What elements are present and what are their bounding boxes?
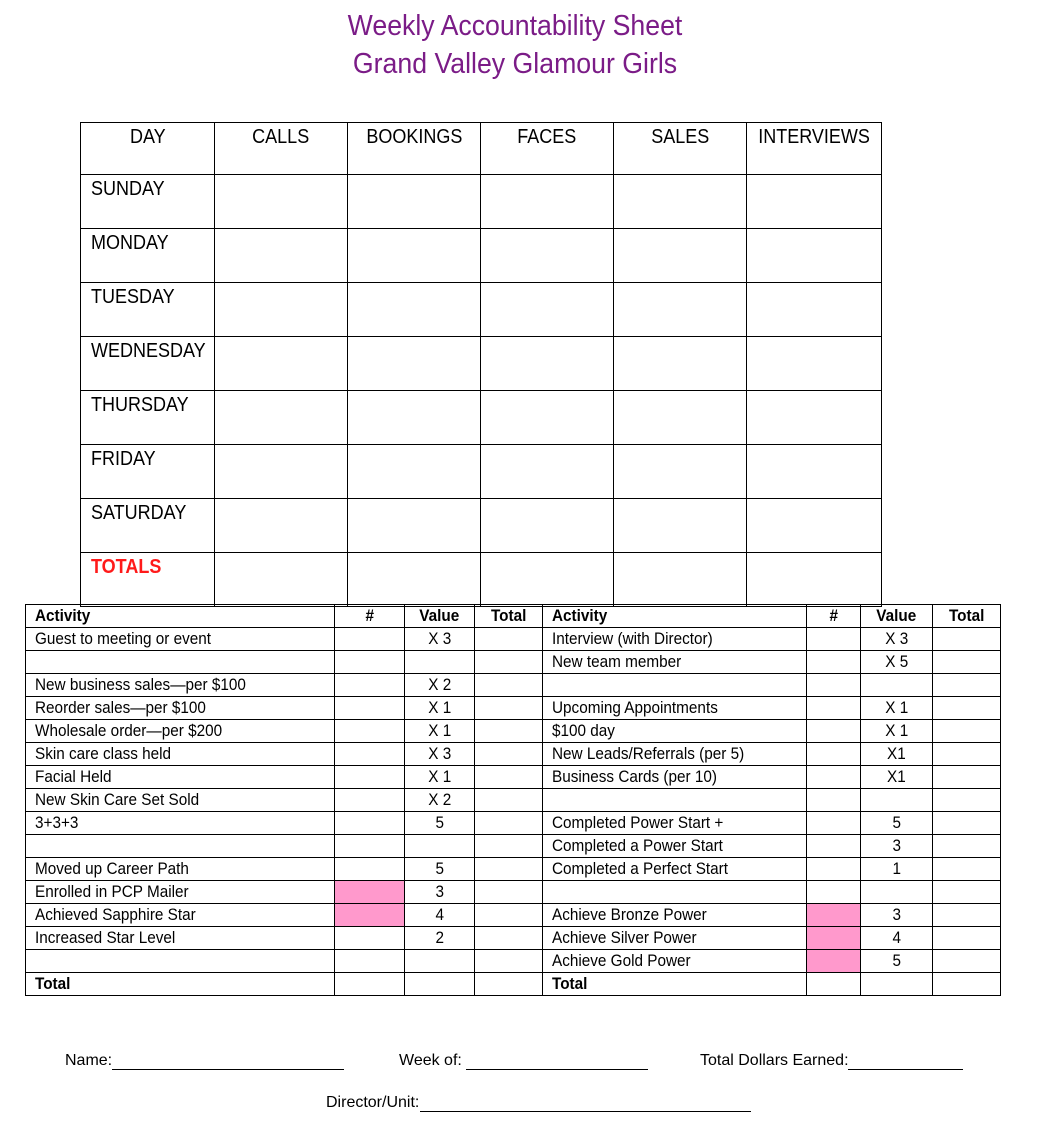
count-cell-right[interactable] <box>807 904 861 927</box>
count-cell-right[interactable] <box>807 628 861 651</box>
total-cell-right[interactable] <box>933 743 1001 766</box>
interviews-cell[interactable] <box>747 283 882 337</box>
activity-row <box>26 950 1001 973</box>
count-cell[interactable] <box>335 881 405 904</box>
faces-cell[interactable] <box>481 553 614 607</box>
count-cell-right[interactable] <box>807 720 861 743</box>
day-row <box>81 445 882 499</box>
sales-cell[interactable] <box>614 175 747 229</box>
interviews-cell[interactable] <box>747 229 882 283</box>
activity-name-right: New team member <box>543 651 807 674</box>
count-cell-right[interactable] <box>807 858 861 881</box>
activity-name-right: Achieve Bronze Power <box>543 904 807 927</box>
value-header-right: Value <box>861 605 933 628</box>
activity-row <box>26 766 1001 789</box>
activity-row <box>26 812 1001 835</box>
activity-name-right: Completed a Power Start <box>543 835 807 858</box>
total-cell[interactable] <box>475 881 543 904</box>
calls-cell[interactable] <box>215 229 348 283</box>
count-header-right: # <box>807 605 861 628</box>
count-cell-right[interactable] <box>807 789 861 812</box>
value-multiplier: 3 <box>405 881 475 904</box>
value-multiplier-right: 5 <box>861 812 933 835</box>
sales-cell[interactable] <box>614 499 747 553</box>
calls-cell[interactable] <box>215 175 348 229</box>
total-cell[interactable] <box>475 697 543 720</box>
value-multiplier-right: 4 <box>861 927 933 950</box>
activity-row <box>26 674 1001 697</box>
activity-name-right: Completed Power Start + <box>543 812 807 835</box>
activity-name: Facial Held <box>26 766 335 789</box>
total-dollars-field[interactable] <box>848 1069 963 1070</box>
activity-name-right: $100 day <box>543 720 807 743</box>
total-cell[interactable] <box>475 789 543 812</box>
sales-cell[interactable] <box>614 391 747 445</box>
weekly-tracking-table <box>80 122 882 607</box>
sales-cell[interactable] <box>614 229 747 283</box>
activity-header-row <box>26 605 1001 628</box>
value-multiplier: 2 <box>405 927 475 950</box>
value-multiplier-right: X 3 <box>861 628 933 651</box>
value-multiplier <box>405 835 475 858</box>
interviews-cell[interactable] <box>747 391 882 445</box>
value-multiplier: X 1 <box>405 720 475 743</box>
interviews-cell[interactable] <box>747 337 882 391</box>
interviews-cell[interactable] <box>747 553 882 607</box>
name-field[interactable] <box>112 1069 344 1070</box>
faces-cell[interactable] <box>481 337 614 391</box>
interviews-cell[interactable] <box>747 175 882 229</box>
activity-header: Activity <box>26 605 335 628</box>
activity-name: Moved up Career Path <box>26 858 335 881</box>
total-cell-right[interactable] <box>933 628 1001 651</box>
total-cell-right[interactable] <box>933 950 1001 973</box>
activity-name-right <box>543 789 807 812</box>
total-cell-right[interactable] <box>933 812 1001 835</box>
value-multiplier <box>405 950 475 973</box>
count-cell[interactable] <box>335 628 405 651</box>
activity-name-right: Completed a Perfect Start <box>543 858 807 881</box>
sales-cell[interactable] <box>614 445 747 499</box>
activity-name-right: Achieve Gold Power <box>543 950 807 973</box>
director-unit-field[interactable] <box>420 1111 751 1112</box>
column-header-interviews: INTERVIEWS <box>747 123 882 175</box>
calls-cell[interactable] <box>215 499 348 553</box>
count-cell[interactable] <box>335 904 405 927</box>
value-multiplier-right <box>861 674 933 697</box>
total-value-right <box>861 973 933 996</box>
column-header-sales: SALES <box>614 123 747 175</box>
interviews-cell[interactable] <box>747 499 882 553</box>
weekly-header-row <box>81 123 882 175</box>
value-multiplier-right: 1 <box>861 858 933 881</box>
activity-row <box>26 858 1001 881</box>
calls-cell[interactable] <box>215 391 348 445</box>
total-cell[interactable] <box>475 904 543 927</box>
count-cell-right[interactable] <box>807 766 861 789</box>
activity-name-right: Business Cards (per 10) <box>543 766 807 789</box>
calls-cell[interactable] <box>215 283 348 337</box>
bookings-cell[interactable] <box>348 283 481 337</box>
calls-cell[interactable] <box>215 445 348 499</box>
value-multiplier-right: 3 <box>861 904 933 927</box>
faces-cell[interactable] <box>481 229 614 283</box>
count-cell-right[interactable] <box>807 835 861 858</box>
value-multiplier-right: X 1 <box>861 720 933 743</box>
faces-cell[interactable] <box>481 283 614 337</box>
value-multiplier: X 1 <box>405 697 475 720</box>
day-label: THURSDAY <box>81 391 215 445</box>
activity-row <box>26 697 1001 720</box>
total-cell[interactable] <box>475 950 543 973</box>
count-cell[interactable] <box>335 743 405 766</box>
day-row <box>81 229 882 283</box>
count-cell[interactable] <box>335 950 405 973</box>
count-cell-right[interactable] <box>807 743 861 766</box>
count-cell[interactable] <box>335 927 405 950</box>
activity-name: Achieved Sapphire Star <box>26 904 335 927</box>
total-cell-right[interactable] <box>933 674 1001 697</box>
activity-row <box>26 789 1001 812</box>
total-cell[interactable] <box>475 651 543 674</box>
value-multiplier-right: X 5 <box>861 651 933 674</box>
total-value-left <box>405 973 475 996</box>
value-multiplier: 4 <box>405 904 475 927</box>
activity-name-right <box>543 881 807 904</box>
director-unit-label: Director/Unit: <box>326 1094 420 1111</box>
total-cell-right[interactable] <box>933 720 1001 743</box>
count-cell[interactable] <box>335 858 405 881</box>
activity-name-right: New Leads/Referrals (per 5) <box>543 743 807 766</box>
count-cell-right[interactable] <box>807 674 861 697</box>
count-header: # <box>335 605 405 628</box>
total-cell-right[interactable] <box>933 904 1001 927</box>
bookings-cell[interactable] <box>348 499 481 553</box>
total-dollars-label: Total Dollars Earned: <box>700 1052 849 1069</box>
day-row <box>81 175 882 229</box>
total-cell[interactable] <box>475 766 543 789</box>
count-cell[interactable] <box>335 720 405 743</box>
activity-name: 3+3+3 <box>26 812 335 835</box>
activity-name <box>26 651 335 674</box>
total-sum-right[interactable] <box>933 973 1001 996</box>
activity-row <box>26 743 1001 766</box>
value-multiplier: X 1 <box>405 766 475 789</box>
faces-cell[interactable] <box>481 391 614 445</box>
activity-name: Skin care class held <box>26 743 335 766</box>
faces-cell[interactable] <box>481 175 614 229</box>
column-header-faces: FACES <box>481 123 614 175</box>
activity-name: Guest to meeting or event <box>26 628 335 651</box>
value-multiplier <box>405 651 475 674</box>
name-label: Name: <box>65 1052 113 1069</box>
activity-row <box>26 720 1001 743</box>
total-cell[interactable] <box>475 835 543 858</box>
total-cell-right[interactable] <box>933 789 1001 812</box>
total-cell-right[interactable] <box>933 881 1001 904</box>
activity-name-right <box>543 674 807 697</box>
value-multiplier: 5 <box>405 858 475 881</box>
day-row <box>81 337 882 391</box>
value-multiplier-right <box>861 789 933 812</box>
count-cell[interactable] <box>335 835 405 858</box>
count-cell[interactable] <box>335 789 405 812</box>
value-multiplier-right: X1 <box>861 766 933 789</box>
totals-row <box>81 553 882 607</box>
value-multiplier-right <box>861 881 933 904</box>
count-cell-right[interactable] <box>807 881 861 904</box>
total-count-left[interactable] <box>335 973 405 996</box>
activity-table-body <box>26 628 1001 973</box>
weekly-table-body <box>81 175 882 607</box>
total-header-right: Total <box>933 605 1001 628</box>
activity-row <box>26 904 1001 927</box>
faces-cell[interactable] <box>481 445 614 499</box>
bookings-cell[interactable] <box>348 445 481 499</box>
total-cell-right[interactable] <box>933 697 1001 720</box>
activity-name-right: Upcoming Appointments <box>543 697 807 720</box>
activity-name: Reorder sales—per $100 <box>26 697 335 720</box>
activity-row <box>26 628 1001 651</box>
count-cell[interactable] <box>335 766 405 789</box>
week-of-field[interactable] <box>466 1069 648 1070</box>
bookings-cell[interactable] <box>348 229 481 283</box>
value-multiplier: X 3 <box>405 628 475 651</box>
totals-label: TOTALS <box>81 553 215 607</box>
activity-name: Increased Star Level <box>26 927 335 950</box>
activity-header-right: Activity <box>543 605 807 628</box>
column-header-bookings: BOOKINGS <box>348 123 481 175</box>
activity-name-right: Interview (with Director) <box>543 628 807 651</box>
value-header: Value <box>405 605 475 628</box>
count-cell[interactable] <box>335 812 405 835</box>
count-cell-right[interactable] <box>807 950 861 973</box>
day-row <box>81 283 882 337</box>
column-header-calls: CALLS <box>215 123 348 175</box>
total-cell[interactable] <box>475 628 543 651</box>
activity-name: New business sales—per $100 <box>26 674 335 697</box>
bookings-cell[interactable] <box>348 553 481 607</box>
sales-cell[interactable] <box>614 553 747 607</box>
count-cell[interactable] <box>335 674 405 697</box>
total-cell-right[interactable] <box>933 835 1001 858</box>
value-multiplier-right: X1 <box>861 743 933 766</box>
calls-cell[interactable] <box>215 337 348 391</box>
total-cell-right[interactable] <box>933 651 1001 674</box>
bookings-cell[interactable] <box>348 391 481 445</box>
activity-row <box>26 881 1001 904</box>
count-cell-right[interactable] <box>807 927 861 950</box>
faces-cell[interactable] <box>481 499 614 553</box>
total-cell-right[interactable] <box>933 858 1001 881</box>
total-cell[interactable] <box>475 858 543 881</box>
count-cell-right[interactable] <box>807 697 861 720</box>
bookings-cell[interactable] <box>348 175 481 229</box>
activity-row <box>26 651 1001 674</box>
total-cell-right[interactable] <box>933 927 1001 950</box>
day-row <box>81 391 882 445</box>
value-multiplier: X 2 <box>405 674 475 697</box>
total-label-left: Total <box>26 973 335 996</box>
page-subtitle: Grand Valley Glamour Girls <box>352 48 678 80</box>
activity-name-right: Achieve Silver Power <box>543 927 807 950</box>
column-header-day: DAY <box>81 123 215 175</box>
day-label: SATURDAY <box>81 499 215 553</box>
activity-points-table <box>25 604 1001 996</box>
value-multiplier-right: 5 <box>861 950 933 973</box>
day-row <box>81 499 882 553</box>
activity-row <box>26 927 1001 950</box>
total-cell[interactable] <box>475 674 543 697</box>
activity-name: Enrolled in PCP Mailer <box>26 881 335 904</box>
value-multiplier: X 3 <box>405 743 475 766</box>
total-header: Total <box>475 605 543 628</box>
day-label: SUNDAY <box>81 175 215 229</box>
page-title: Weekly Accountability Sheet <box>347 10 683 42</box>
day-label: FRIDAY <box>81 445 215 499</box>
value-multiplier: 5 <box>405 812 475 835</box>
week-of-label: Week of: <box>399 1052 462 1069</box>
activity-name: New Skin Care Set Sold <box>26 789 335 812</box>
bookings-cell[interactable] <box>348 337 481 391</box>
value-multiplier-right: 3 <box>861 835 933 858</box>
count-cell[interactable] <box>335 697 405 720</box>
day-label: MONDAY <box>81 229 215 283</box>
count-cell-right[interactable] <box>807 651 861 674</box>
count-cell[interactable] <box>335 651 405 674</box>
sales-cell[interactable] <box>614 283 747 337</box>
total-cell[interactable] <box>475 927 543 950</box>
activity-total-row <box>26 973 1001 996</box>
calls-cell[interactable] <box>215 553 348 607</box>
activity-name: Wholesale order—per $200 <box>26 720 335 743</box>
sales-cell[interactable] <box>614 337 747 391</box>
total-cell[interactable] <box>475 720 543 743</box>
value-multiplier: X 2 <box>405 789 475 812</box>
activity-name <box>26 835 335 858</box>
total-cell[interactable] <box>475 812 543 835</box>
activity-name <box>26 950 335 973</box>
interviews-cell[interactable] <box>747 445 882 499</box>
total-label-right: Total <box>543 973 807 996</box>
total-cell[interactable] <box>475 743 543 766</box>
total-cell-right[interactable] <box>933 766 1001 789</box>
activity-row <box>26 835 1001 858</box>
day-label: TUESDAY <box>81 283 215 337</box>
day-label: WEDNESDAY <box>81 337 215 391</box>
count-cell-right[interactable] <box>807 812 861 835</box>
total-sum-left[interactable] <box>475 973 543 996</box>
value-multiplier-right: X 1 <box>861 697 933 720</box>
total-count-right[interactable] <box>807 973 861 996</box>
